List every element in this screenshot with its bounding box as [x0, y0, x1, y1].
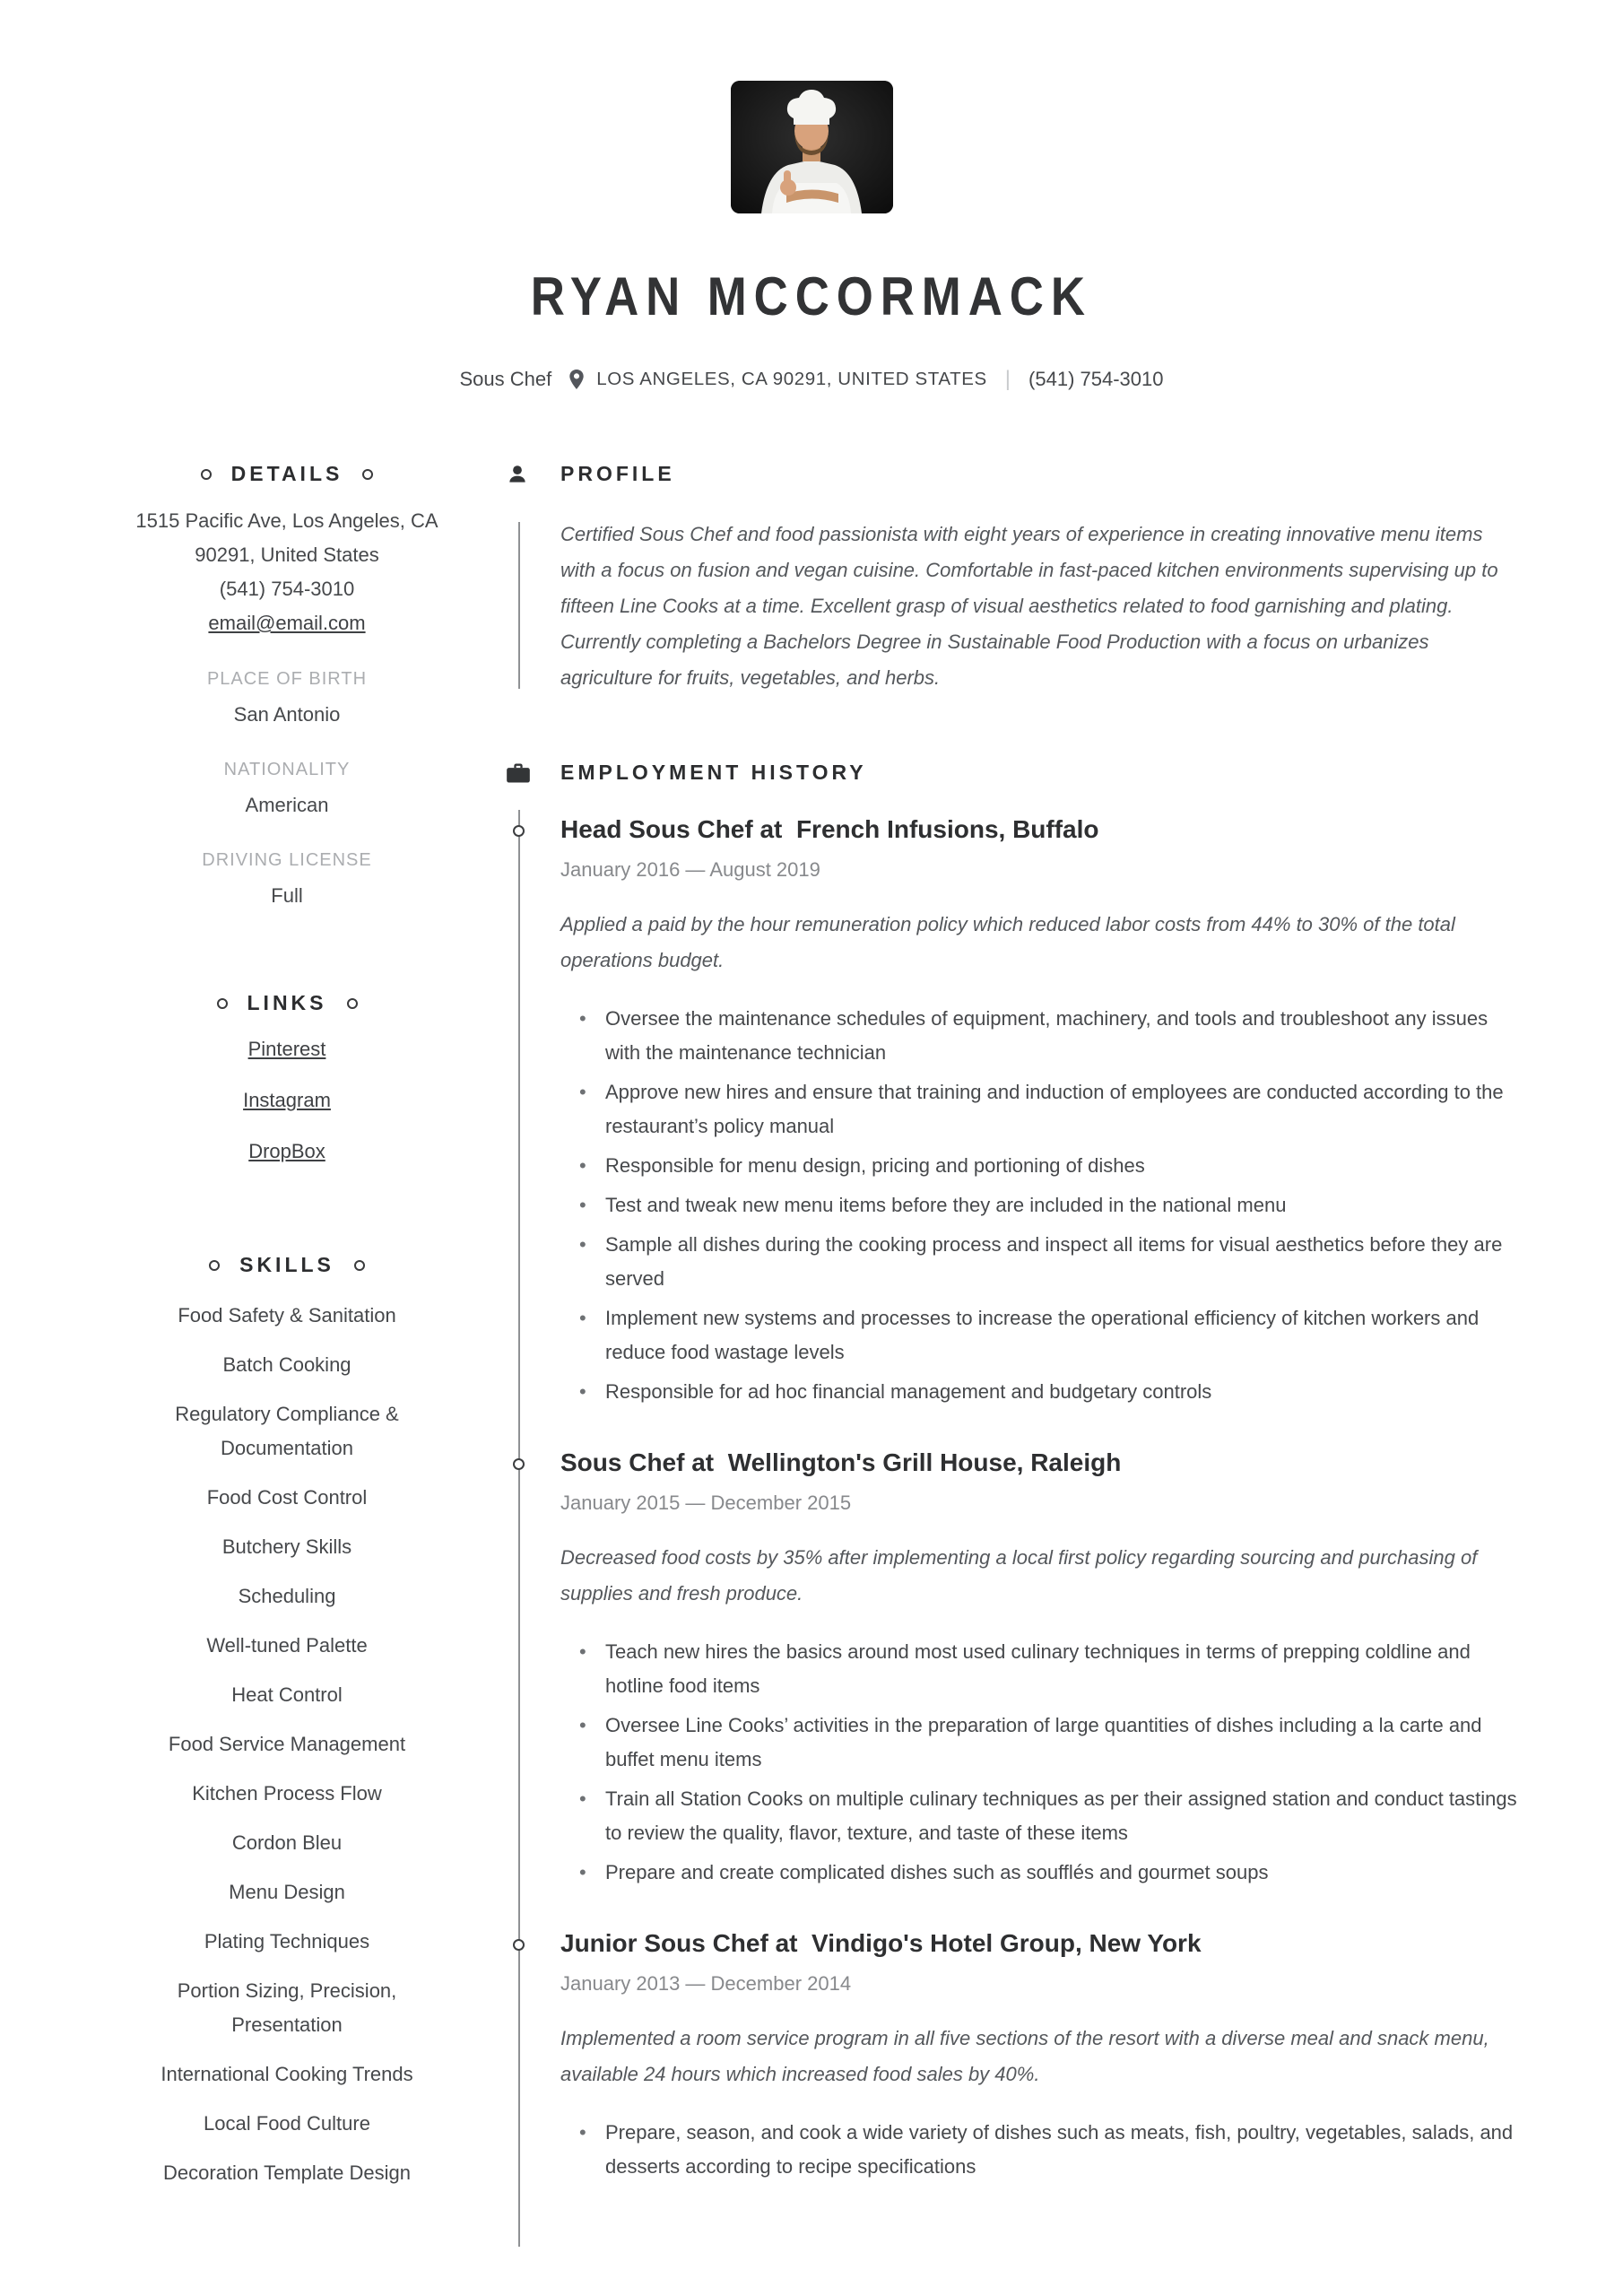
external-link[interactable]: Instagram — [243, 1089, 331, 1111]
job-bullet: • Oversee the maintenance schedules of equipment, machinery, and tools and troubleshoot any issues with the maintenance technician — [560, 1002, 1523, 1070]
detail-field — [126, 665, 448, 731]
skills-heading-row — [126, 1253, 448, 1277]
profile-heading-row — [502, 462, 1523, 486]
skills-section — [126, 1253, 448, 2190]
detail-field — [126, 756, 448, 822]
employment-heading-row — [502, 761, 1523, 785]
links-list — [126, 1033, 448, 1168]
skill-item: Butchery Skills — [221, 1535, 352, 1558]
job-summary: Decreased food costs by 35% after implementing a local first policy regarding sourcing and purchasing of supplies and fresh produce. — [560, 1546, 1478, 1605]
skill-item: International Cooking Trends — [161, 2063, 413, 2085]
job-title: Head Sous Chef at French Infusions, Buffalo — [560, 815, 1099, 843]
details-section — [126, 462, 448, 912]
skills-list — [126, 1299, 448, 2190]
job-bullet: • Test and tweak new menu items before they are included in the national menu — [560, 1188, 1523, 1222]
job-dates: January 2015 — December 2015 — [560, 1492, 852, 1514]
skill-item: Scheduling — [238, 1585, 336, 1607]
ring-decoration-icon — [217, 998, 228, 1009]
skill-item: Well-tuned Palette — [206, 1634, 368, 1657]
sidebar-phone: (541) 754-3010 — [219, 578, 355, 600]
job-bullet: • Oversee Line Cooks’ activities in the preparation of large quantities of dishes including a la carte and buffet menu items — [560, 1709, 1523, 1777]
links-heading: LINKS — [247, 991, 327, 1014]
skill-item: Food Service Management — [168, 1733, 406, 1755]
contact-line — [0, 367, 1623, 392]
detail-field-label: DRIVING LICENSE — [202, 850, 372, 870]
skill-item: Batch Cooking — [222, 1353, 352, 1376]
jobs-timeline — [502, 815, 1523, 2184]
address-line-2: 90291, United States — [195, 544, 379, 566]
detail-field-value: San Antonio — [233, 703, 341, 726]
profile-heading: PROFILE — [560, 462, 675, 485]
job-bullet: • Responsible for ad hoc financial management and budgetary controls — [560, 1375, 1523, 1409]
job-dates: January 2013 — December 2014 — [560, 1972, 852, 1995]
profile-photo — [731, 81, 893, 213]
job-bullet: • Approve new hires and ensure that training and induction of employees are conducted according to the restaurant’s policy manual — [560, 1075, 1523, 1144]
location-text: LOS ANGELES, CA 90291, UNITED STATES — [596, 369, 987, 389]
sidebar — [0, 462, 502, 2205]
job-entry — [502, 1929, 1523, 2184]
job-bullet: • Teach new hires the basics around most used culinary techniques in terms of prepping coldline and hotline food items — [560, 1635, 1523, 1703]
candidate-name-heading — [0, 265, 1623, 327]
address-line-1: 1515 Pacific Ave, Los Angeles, CA — [135, 509, 438, 532]
employment-heading: EMPLOYMENT HISTORY — [560, 761, 867, 784]
skill-item: Regulatory Compliance & Documentation — [175, 1403, 399, 1459]
job-bullets — [560, 1635, 1523, 1890]
links-heading-row — [126, 991, 448, 1015]
employment-section — [502, 761, 1523, 2184]
profile-body — [502, 517, 1523, 696]
job-dates: January 2016 — August 2019 — [560, 858, 820, 881]
person-icon — [502, 463, 560, 486]
content-columns — [0, 462, 1623, 2205]
detail-fields — [126, 665, 448, 912]
skill-item: Portion Sizing, Precision, Presentation — [177, 1979, 397, 2036]
briefcase-icon — [502, 761, 560, 785]
job-bullet: • Prepare, season, and cook a wide variety of dishes such as meats, fish, poultry, vegetables, salads, and desserts according to recipe specifications — [560, 2116, 1523, 2184]
job-summary: Implemented a room service program in all five sections of the resort with a diverse meal and snack menu, available 24 hours which increased food sales by 40%. — [560, 2027, 1489, 2085]
job-bullet: • Implement new systems and processes to increase the operational efficiency of kitchen workers and reduce food wastage levels — [560, 1301, 1523, 1370]
job-bullets — [560, 1002, 1523, 1409]
skill-item: Kitchen Process Flow — [192, 1782, 382, 1805]
timeline-line — [518, 522, 520, 689]
skill-item: Food Safety & Sanitation — [178, 1304, 396, 1326]
profile-section — [502, 462, 1523, 696]
detail-field-value: American — [245, 794, 329, 816]
job-title: Sous Chef at Wellington's Grill House, Raleigh — [560, 1448, 1122, 1476]
contact-separator: | — [1004, 367, 1011, 391]
external-link[interactable]: DropBox — [248, 1140, 325, 1162]
links-section — [126, 991, 448, 1168]
details-heading: DETAILS — [230, 462, 343, 485]
skill-item: Cordon Bleu — [231, 1831, 343, 1854]
skill-item: Food Cost Control — [206, 1486, 368, 1509]
job-bullet: • Sample all dishes during the cooking process and inspect all items for visual aesthetics before they are served — [560, 1228, 1523, 1296]
detail-field-value: Full — [271, 884, 303, 907]
skill-item: Decoration Template Design — [163, 2161, 411, 2184]
ring-decoration-icon — [201, 469, 212, 480]
timeline-node-icon — [513, 825, 525, 837]
skill-item: Local Food Culture — [204, 2112, 370, 2135]
job-bullet: • Train all Station Cooks on multiple culinary techniques as per their assigned station and conduct tastings to review the quality, flavor, texture, and taste of these items — [560, 1782, 1523, 1850]
timeline-node-icon — [513, 1458, 525, 1470]
email-link[interactable]: email@email.com — [208, 612, 366, 634]
job-bullet: • Responsible for menu design, pricing and portioning of dishes — [560, 1149, 1523, 1183]
detail-field — [126, 847, 448, 912]
external-link[interactable]: Pinterest — [247, 1038, 326, 1060]
phone-number: (541) 754-3010 — [1028, 368, 1164, 390]
details-heading-row — [126, 462, 448, 486]
skills-heading: SKILLS — [239, 1253, 334, 1276]
main-column — [502, 462, 1623, 2205]
detail-field-label: PLACE OF BIRTH — [206, 669, 368, 689]
job-entry — [502, 815, 1523, 1409]
profile-text: Certified Sous Chef and food passionista with eight years of experience in creating innovative menu items with a focus on fusion and vegan cuisine. Comfortable in fast-paced kitchen environments supervising up to fifteen Line Cooks at a time. Excellent grasp of visual aesthetics related to food garnishing and plating. Currently completing a Bachelors Degree in Sustainable Food Production with a focus on urbanizes agriculture for fruits, vegetables, and herbs. — [560, 523, 1498, 689]
candidate-name: RYAN MCCORMACK — [530, 266, 1093, 326]
detail-field-label: NATIONALITY — [223, 760, 351, 779]
ring-decoration-icon — [347, 998, 358, 1009]
ring-decoration-icon — [354, 1260, 365, 1271]
job-bullet: • Prepare and create complicated dishes such as soufflés and gourmet soups — [560, 1856, 1523, 1890]
ring-decoration-icon — [209, 1260, 220, 1271]
job-title: Junior Sous Chef at Vindigo's Hotel Group, New York — [560, 1929, 1202, 1957]
job-bullets — [560, 2116, 1523, 2184]
timeline-node-icon — [513, 1939, 525, 1951]
job-entry — [502, 1448, 1523, 1890]
resume-header — [0, 81, 1623, 392]
skill-item: Heat Control — [231, 1683, 343, 1706]
location-pin-icon — [569, 370, 584, 389]
ring-decoration-icon — [362, 469, 373, 480]
candidate-job-title: Sous Chef — [459, 368, 552, 390]
chef-photo-illustration — [731, 81, 893, 213]
skill-item: Plating Techniques — [204, 1930, 370, 1952]
skill-item: Menu Design — [229, 1881, 345, 1903]
job-summary: Applied a paid by the hour remuneration policy which reduced labor costs from 44% to 30% of the total operations budget. — [560, 913, 1455, 971]
